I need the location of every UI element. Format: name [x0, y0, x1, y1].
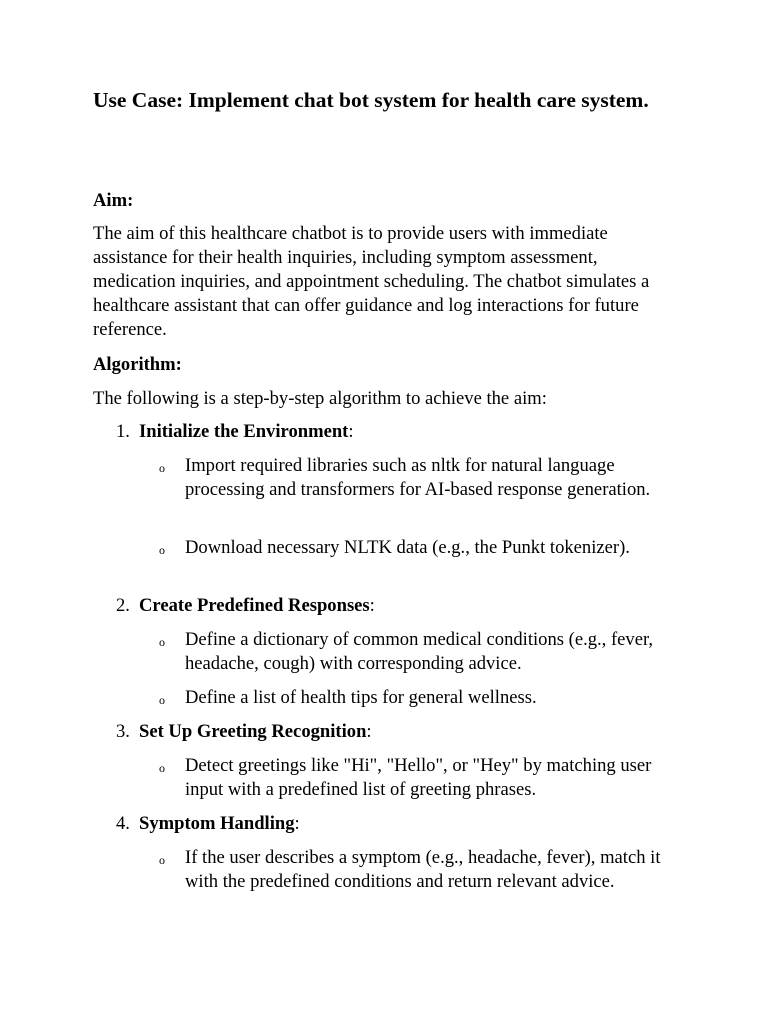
bullet-text: If the user describes a symptom (e.g., headache, fever), match it with the predefined conditions and return relevant advice. — [185, 847, 661, 892]
step-title: Initialize the Environment — [139, 421, 349, 442]
step-suffix: : — [294, 813, 300, 834]
bullet-marker: o — [159, 543, 165, 557]
step-number: 4. — [116, 813, 130, 834]
aim-paragraph: The aim of this healthcare chatbot is to provide users with immediate assistance for their health inquiries, including symptom assessment, medication inquiries, and appointment scheduling. The chatbot simulates a healthcare assistant that can offer guidance and log interactions for future reference. — [93, 223, 650, 340]
bullet-marker: o — [159, 635, 165, 649]
algorithm-intro: The following is a step-by-step algorithm to achieve the aim: — [93, 388, 547, 409]
bullet-text: Detect greetings like "Hi", "Hello", or "Hey" by matching user input with a predefined list of greeting phrases. — [185, 755, 652, 800]
step-number: 1. — [116, 421, 130, 442]
bullet-text: Define a dictionary of common medical conditions (e.g., fever, headache, cough) with corresponding advice. — [185, 629, 654, 674]
document-title: Use Case: Implement chat bot system for health care system. — [93, 88, 649, 112]
bullet-marker: o — [159, 461, 165, 475]
step-suffix: : — [369, 595, 375, 616]
step-title: Create Predefined Responses — [139, 595, 370, 616]
step-number: 2. — [116, 595, 130, 616]
algorithm-heading: Algorithm: — [93, 354, 182, 375]
bullet-text: Import required libraries such as nltk for natural language processing and transformers for AI-based response generation. — [185, 455, 651, 500]
step-suffix: : — [366, 721, 372, 742]
step-number: 3. — [116, 721, 130, 742]
step-title: Set Up Greeting Recognition — [139, 721, 367, 742]
bullet-marker: o — [159, 853, 165, 867]
aim-heading: Aim: — [93, 190, 134, 211]
bullet-marker: o — [159, 761, 165, 775]
bullet-text: Download necessary NLTK data (e.g., the Punkt tokenizer). — [185, 537, 630, 558]
step-suffix: : — [348, 421, 354, 442]
bullet-marker: o — [159, 693, 165, 707]
bullet-text: Define a list of health tips for general wellness. — [185, 687, 537, 708]
step-title: Symptom Handling — [139, 813, 295, 834]
